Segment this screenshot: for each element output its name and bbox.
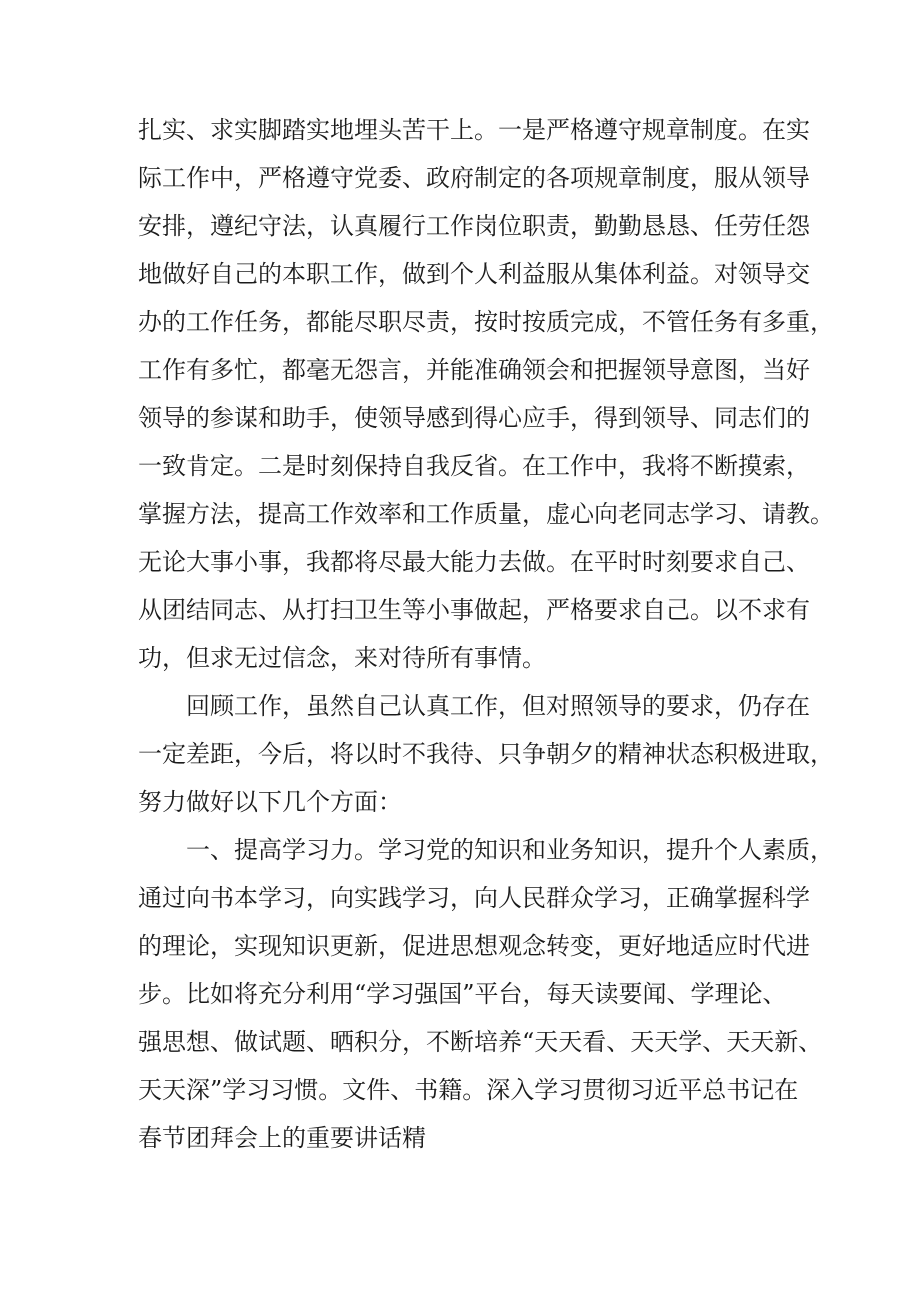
- paragraph-first-line: 一、提高学习力。学习党的知识和业务知识，提升个人素质，: [186, 836, 834, 864]
- text-line: 安排，遵纪守法，认真履行工作岗位职责，勤勤恳恳、任劳任怨: [138, 212, 810, 240]
- text-line: 天天深”学习习惯。文件、书籍。深入学习贯彻习近平总书记在: [138, 1076, 799, 1104]
- text-line: 际工作中，严格遵守党委、政府制定的各项规章制度，服从领导: [138, 164, 810, 192]
- text-line: 工作有多忙，都毫无怨言，并能准确领会和把握领导意图，当好: [138, 356, 810, 384]
- text-line: 一定差距，今后，将以时不我待、只争朝夕的精神状态积极进取，: [138, 740, 834, 768]
- text-line: 一致肯定。二是时刻保持自我反省。在工作中，我将不断摸索，: [138, 452, 810, 480]
- text-line: 无论大事小事，我都将尽最大能力去做。在平时时刻要求自己、: [138, 548, 810, 576]
- text-line: 的理论，实现知识更新，促进思想观念转变，更好地适应时代进: [138, 932, 810, 960]
- paragraph-first-line: 回顾工作，虽然自己认真工作，但对照领导的要求，仍存在: [186, 692, 810, 720]
- text-line: 强思想、做试题、晒积分，不断培养“天天看、天天学、天天新、: [138, 1028, 823, 1056]
- text-line: 扎实、求实脚踏实地埋头苦干上。一是严格遵守规章制度。在实: [138, 116, 810, 144]
- text-line: 办的工作任务，都能尽职尽责，按时按质完成，不管任务有多重，: [138, 308, 834, 336]
- text-line: 功，但求无过信念，来对待所有事情。: [138, 644, 546, 672]
- text-line: 春节团拜会上的重要讲话精: [138, 1124, 426, 1152]
- text-line: 步。比如将充分利用“学习强国”平台，每天读要闻、学理论、: [138, 980, 787, 1008]
- text-line: 通过向书本学习，向实践学习，向人民群众学习，正确掌握科学: [138, 884, 810, 912]
- text-line: 努力做好以下几个方面：: [138, 788, 402, 816]
- text-line: 领导的参谋和助手，使领导感到得心应手，得到领导、同志们的: [138, 404, 810, 432]
- text-line: 掌握方法，提高工作效率和工作质量，虚心向老同志学习、请教。: [138, 500, 834, 528]
- text-line: 地做好自己的本职工作，做到个人利益服从集体利益。对领导交: [138, 260, 810, 288]
- text-line: 从团结同志、从打扫卫生等小事做起，严格要求自己。以不求有: [138, 596, 810, 624]
